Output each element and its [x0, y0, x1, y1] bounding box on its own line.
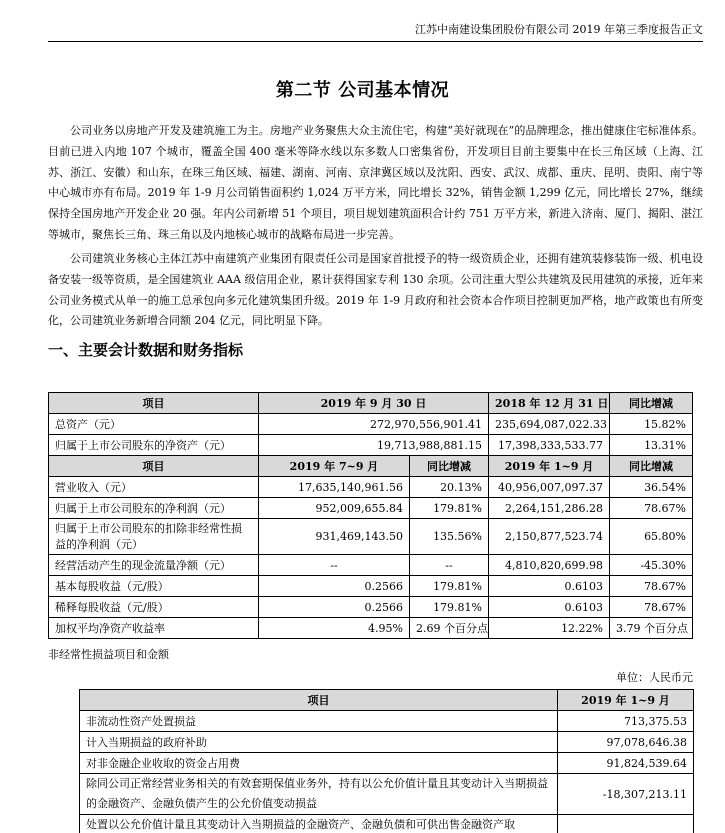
value-cell: 931,469,143.50 [259, 519, 410, 555]
value-cell: 17,635,140,961.56 [259, 477, 410, 498]
value-cell: 40,956,007,097.37 [489, 477, 610, 498]
change-cell: 3.79 个百分点 [610, 618, 693, 639]
table-header-row [80, 690, 694, 711]
business-paragraph-construction: 公司建筑业务核心主体江苏中南建筑产业集团有限责任公司是国家首批授予的特一级资质企业，还拥有建筑装修装饰一级、机电设备安装一级等资质，是全国建筑业 AAA 级信用企业，累计获得国家专利 130 余项。公司注重大型公共建筑及民用建筑的承接，近年来公司业务模式从单一的施工总承包向多元化建筑集团升级。2019 年 1-9 月政府和社会资本合作项目控制更加严格，地产政策也有所变化，公司建筑业务新增合同额 204 亿元，同比明显下降。 [48, 252, 703, 328]
value-cell: 4,810,820,699.98 [489, 555, 610, 576]
change-cell: 20.13% [410, 477, 489, 498]
row-label: 加权平均净资产收益率 [49, 618, 259, 639]
value-cell: 17,398,333,533.77 [489, 435, 610, 456]
value-cell: 97,078,646.38 [558, 732, 694, 753]
value-cell: 2,264,151,286.28 [489, 498, 610, 519]
table-row [49, 435, 693, 456]
table-row [49, 555, 693, 576]
row-label: 非流动性资产处置损益 [80, 711, 558, 732]
nonrecurring-items-table [79, 689, 694, 833]
change-cell: 179.81% [410, 576, 489, 597]
value-cell: 12.22% [489, 618, 610, 639]
table-header-row [49, 456, 693, 477]
change-cell: 78.67% [610, 498, 693, 519]
header-cell: 项目 [80, 690, 558, 711]
nonrecurring-title: 非经常性损益项目和金额 [48, 648, 169, 661]
table-row [49, 519, 693, 555]
value-cell: 0.6103 [489, 576, 610, 597]
change-cell: 15.82% [610, 414, 693, 435]
row-label: 计入当期损益的政府补助 [80, 732, 558, 753]
change-cell: 78.67% [610, 576, 693, 597]
value-cell: 4.95% [259, 618, 410, 639]
row-label: 对非金融企业收取的资金占用费 [80, 753, 558, 774]
header-cell: 2019 年 9 月 30 日 [259, 393, 489, 414]
section-title: 第二节 公司基本情况 [275, 80, 450, 101]
table-row [80, 774, 694, 815]
value-cell: 19,713,988,881.15 [259, 435, 489, 456]
row-label: 基本每股收益（元/股） [49, 576, 259, 597]
table-row [80, 753, 694, 774]
row-label: 除同公司正常经营业务相关的有效套期保值业务外，持有以公允价值计量且其变动计入当期损益的金融资产、金融负债产生的公允价值变动损益 [80, 774, 558, 815]
table-row [49, 477, 693, 498]
value-cell: -- [259, 555, 410, 576]
header-cell: 2018 年 12 月 31 日 [489, 393, 610, 414]
change-cell: 13.31% [610, 435, 693, 456]
key-financial-data-table [48, 392, 693, 639]
table-row [49, 414, 693, 435]
change-cell: 135.56% [410, 519, 489, 555]
change-cell: -- [410, 555, 489, 576]
row-label: 归属于上市公司股东的扣除非经常性损益的净利润（元） [49, 519, 259, 555]
header-cell: 2019 年 1~9 月 [558, 690, 694, 711]
change-cell: 2.69 个百分点 [410, 618, 489, 639]
table-row [80, 732, 694, 753]
header-cell: 2019 年 7~9 月 [259, 456, 410, 477]
heading-key-financial-data: 一、主要会计数据和财务指标 [48, 341, 244, 359]
header-cell: 2019 年 1~9 月 [489, 456, 610, 477]
change-cell: 36.54% [610, 477, 693, 498]
row-label: 归属于上市公司股东的净利润（元） [49, 498, 259, 519]
value-cell: -18,307,213.11 [558, 774, 694, 815]
row-label: 经营活动产生的现金流量净额（元） [49, 555, 259, 576]
currency-unit-label: 单位：人民币元 [616, 671, 693, 684]
header-cell: 同比增减 [610, 456, 693, 477]
change-cell: -45.30% [610, 555, 693, 576]
table-row [49, 576, 693, 597]
table-header-row [49, 393, 693, 414]
table-row [49, 597, 693, 618]
value-cell [558, 815, 694, 833]
table-row [49, 618, 693, 639]
value-cell: 0.2566 [259, 576, 410, 597]
value-cell: 952,009,655.84 [259, 498, 410, 519]
table-row [80, 711, 694, 732]
business-paragraph-real-estate: 公司业务以房地产开发及建筑施工为主。房地产业务聚焦大众主流住宅，构建“美好就现在”的品牌理念，推出健康住宅标准体系。目前已进入内地 107 个城市，覆盖全国 400 毫米等降水线以东多数人口密集省份，开发项目目前主要集中在长三角区域（上海、江苏、浙江、安徽）和山东，在珠三角区域、福建、湖南、河南、京津冀区域以及沈阳、西安、武汉、成都、重庆、昆明、贵阳、南宁等中心城市亦有布局。2019 年 1-9 月公司销售面积约 1,024 万平方米，同比增长 32%，销售金额 1,299 亿元，同比增长 27%，继续保持全国房地产开发企业 20 强。年内公司新增 51 个项目，项目规划建筑面积合计约 751 万平方米，新进入济南、厦门、揭阳、湛江等城市，聚焦长三角、珠三角以及内地核心城市的战略布局进一步完善。 [48, 124, 703, 241]
table-row [80, 815, 694, 833]
change-cell: 78.67% [610, 597, 693, 618]
running-header [48, 18, 703, 42]
change-cell: 179.81% [410, 597, 489, 618]
row-label: 总资产（元） [49, 414, 259, 435]
table-row [49, 498, 693, 519]
row-label: 营业收入（元） [49, 477, 259, 498]
row-label: 稀释每股收益（元/股） [49, 597, 259, 618]
change-cell: 65.80% [610, 519, 693, 555]
row-label: 处置以公允价值计量且其变动计入当期损益的金融资产、金融负债和可供出售金融资产取 [80, 815, 558, 833]
value-cell: 0.6103 [489, 597, 610, 618]
change-cell: 179.81% [410, 498, 489, 519]
running-header-title: 江苏中南建设集团股份有限公司 2019 年第三季度报告正文 [415, 23, 703, 36]
value-cell: 2,150,877,523.74 [489, 519, 610, 555]
value-cell: 235,694,087,022.33 [489, 414, 610, 435]
header-cell: 同比增减 [410, 456, 489, 477]
header-cell: 项目 [49, 456, 259, 477]
value-cell: 272,970,556,901.41 [259, 414, 489, 435]
value-cell: 713,375.53 [558, 711, 694, 732]
header-cell: 项目 [49, 393, 259, 414]
row-label: 归属于上市公司股东的净资产（元） [49, 435, 259, 456]
header-cell: 同比增减 [610, 393, 693, 414]
value-cell: 91,824,539.64 [558, 753, 694, 774]
value-cell: 0.2566 [259, 597, 410, 618]
